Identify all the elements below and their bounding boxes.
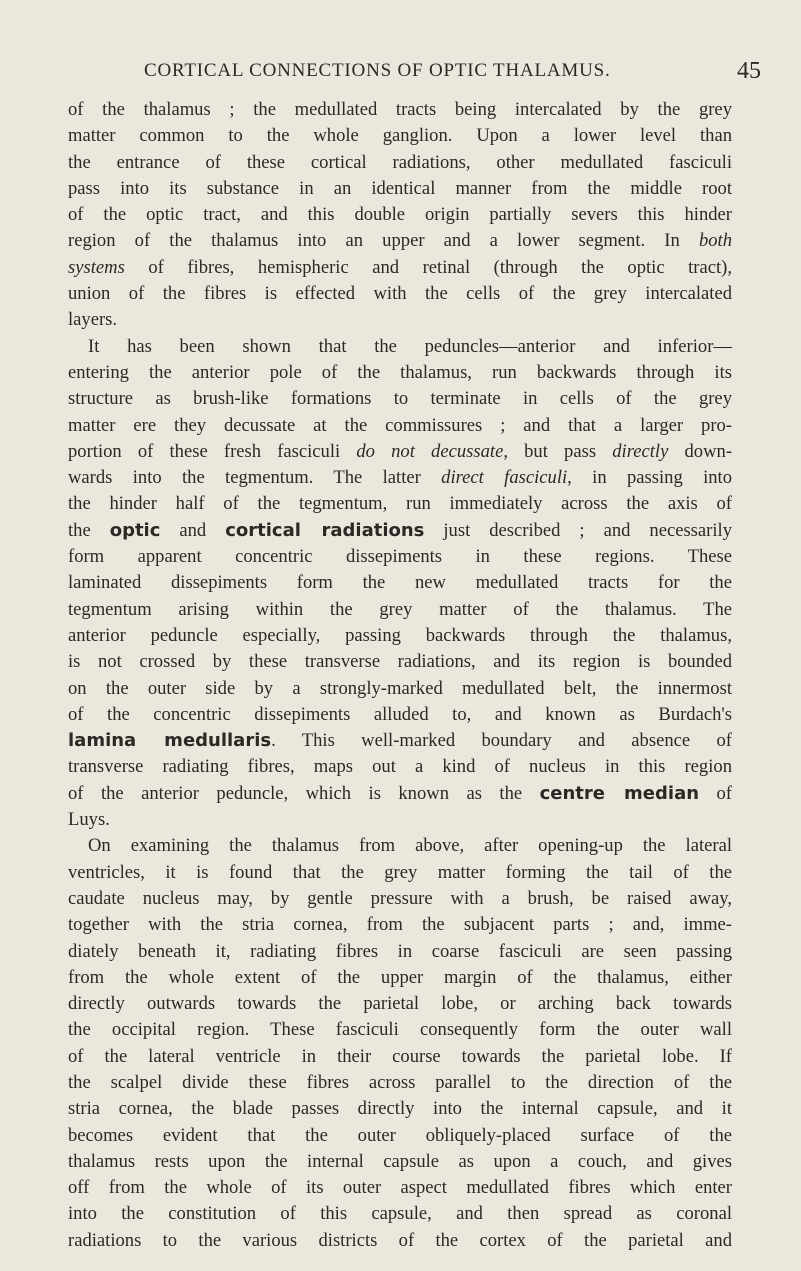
text-line: off from the whole of its outer aspect medullated fibres which enter — [68, 1177, 732, 1199]
text-line: of the optic tract, and this double origin partially severs this hinder — [68, 204, 732, 226]
text-line: stria cornea, the blade passes directly into the internal capsule, and it — [68, 1098, 732, 1120]
text-line: matter ere they decussate at the commissures ; and that a larger pro- — [68, 414, 732, 436]
text-line: lamina medullaris. This well-marked boundary and absence of — [68, 730, 732, 752]
text-line: transverse radiating fibres, maps out a kind of nucleus in this region — [68, 756, 732, 778]
text-line: systems of fibres, hemispheric and retinal (through the optic tract), — [68, 256, 732, 278]
text-line: region of the thalamus into an upper and a lower segment. In both — [68, 230, 732, 252]
text-line: portion of these fresh fasciculi do not decussate, but pass directly down- — [68, 440, 733, 462]
text-line: the entrance of these cortical radiations, other medullated fasciculi — [68, 151, 732, 173]
text-line: wards into the tegmentum. The latter direct fasciculi, in passing into — [68, 467, 733, 489]
text-line: becomes evident that the outer obliquely-placed surface of the — [68, 1124, 732, 1146]
page-header — [0, 60, 801, 90]
page-number: 45 — [737, 58, 761, 84]
text-line: of the anterior peduncle, which is known as the centre median of — [68, 782, 732, 804]
text-line: entering the anterior pole of the thalamus, run backwards through its — [68, 361, 732, 383]
paragraph-start: It has been shown that the peduncles—anterior and inferior— — [88, 335, 732, 357]
text-line: ventricles, it is found that the grey matter forming the tail of the — [68, 861, 732, 883]
text-line: is not crossed by these transverse radiations, and its region is bounded — [68, 651, 732, 673]
body-text — [68, 97, 732, 1254]
italic-text: systems — [68, 256, 125, 278]
text-line: tegmentum arising within the grey matter of the thalamus. The — [68, 598, 732, 620]
bold-term: optic — [109, 519, 161, 541]
text-line: the optic and cortical radiations just described ; and necessarily — [68, 519, 732, 541]
text-line: radiations to the various districts of the cortex of the parietal and — [68, 1229, 732, 1251]
italic-text: directly — [612, 440, 669, 462]
text-line: of the concentric dissepiments alluded to, and known as Burdach's — [68, 703, 732, 725]
text-line: the hinder half of the tegmentum, run immediately across the axis of — [68, 493, 732, 515]
text-line: diately beneath it, radiating fibres in coarse fasciculi are seen passing — [68, 940, 732, 962]
text-line: of the thalamus ; the medullated tracts being intercalated by the grey — [68, 99, 732, 120]
bold-term: cortical radiations — [225, 519, 425, 541]
italic-text: both — [698, 230, 732, 252]
italic-text: do not decussate — [356, 440, 504, 462]
text-line: on the outer side by a strongly-marked medullated belt, the innermost — [68, 677, 732, 699]
text-line: the occipital region. These fasciculi consequently form the outer wall — [68, 1019, 732, 1041]
text-line: anterior peduncle especially, passing backwards through the thalamus, — [68, 624, 732, 646]
text-line: together with the stria cornea, from the subjacent parts ; and, imme- — [68, 914, 732, 936]
bold-term: centre median — [539, 782, 700, 804]
text-line: thalamus rests upon the internal capsule as upon a couch, and gives — [68, 1150, 732, 1172]
text-line: the scalpel divide these fibres across parallel to the direction of the — [68, 1071, 732, 1093]
text-line: pass into its substance in an identical manner from the middle root — [68, 177, 732, 199]
text-line: directly outwards towards the parietal lobe, or arching back towards — [68, 993, 732, 1015]
text-line: union of the fibres is effected with the cells of the grey intercalated — [68, 283, 732, 305]
text-line: structure as brush-like formations to terminate in cells of the grey — [68, 388, 732, 410]
text-line: caudate nucleus may, by gentle pressure with a brush, be raised away, — [68, 887, 732, 909]
text-line: Luys. — [68, 809, 110, 831]
text-line: matter common to the whole ganglion. Upon a lower level than — [68, 125, 732, 147]
text-line: form apparent concentric dissepiments in these regions. These — [68, 546, 732, 568]
text-line: layers. — [68, 309, 118, 331]
bold-term: lamina medullaris — [68, 730, 272, 752]
text-line: laminated dissepiments form the new medullated tracts for the — [68, 572, 732, 594]
running-title: CORTICAL CONNECTIONS OF OPTIC THALAMUS. — [144, 60, 611, 81]
text-line: of the lateral ventricle in their course towards the parietal lobe. If — [68, 1045, 732, 1067]
text-line: into the constitution of this capsule, and then spread as coronal — [68, 1203, 732, 1225]
italic-text: direct fasciculi — [441, 467, 568, 489]
paragraph-start: On examining the thalamus from above, after opening-up the lateral — [88, 835, 732, 857]
text-line: from the whole extent of the upper margin of the thalamus, either — [68, 966, 732, 988]
